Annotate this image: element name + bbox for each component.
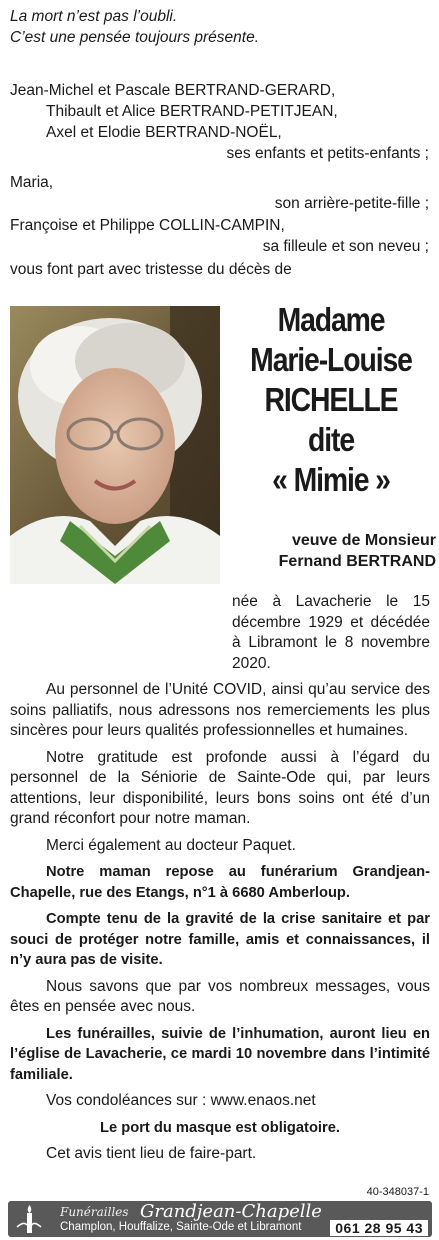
- epigraph-line-2: C’est une pensée toujours présente.: [10, 29, 260, 46]
- family-line-9: vous font part avec tristesse du décès de: [10, 261, 292, 278]
- family-line-8: sa filleule et son neveu ;: [262, 238, 429, 255]
- family-line-5: Maria,: [10, 174, 54, 191]
- gratitude-text: Notre gratitude est profonde aussi à l’égard du personnel de la Séniorie de Sainte-Ode qui, par leurs attentions, leur disponibilité, leurs bons soins ont été d’un grand réconfort pour notre maman.: [10, 748, 430, 827]
- family-line-4: ses enfants et petits-enfants ;: [226, 145, 429, 162]
- family-line-3: Axel et Elodie BERTRAND-NOËL,: [46, 124, 282, 141]
- portrait-image: [10, 306, 220, 584]
- messages-text: Nous savons que par vos nombreux messages, vous êtes en pensée avec nous.: [10, 977, 430, 1015]
- funeral-home-notice: Notre maman repose au funérarium Grandjean-Chapelle, rue des Etangs, n°1 à 6680 Amberloup.: [10, 864, 430, 901]
- deceased-dite: dite: [308, 421, 354, 458]
- deceased-name-block: [226, 300, 436, 500]
- portrait-photo: [10, 306, 220, 584]
- family-line-1: Jean-Michel et Pascale BERTRAND-GERARD,: [10, 82, 336, 99]
- mask-notice: Le port du masque est obligatoire.: [100, 1119, 340, 1136]
- family-line-7: Françoise et Philippe COLLIN-CAMPIN,: [10, 217, 285, 234]
- family-line-2: Thibault et Alice BERTRAND-PETITJEAN,: [46, 103, 338, 120]
- deceased-last-name: RICHELLE: [264, 381, 398, 418]
- widow-of: [226, 530, 436, 572]
- funeral-notice: Les funérailles, suivie de l’inhumation, auront lieu en l’église de Lavacherie, ce mardi 10 novembre dans l’intimité familiale.: [10, 1025, 430, 1083]
- epigraph: [10, 6, 259, 48]
- no-visit-notice: Compte tenu de la gravité de la crise sanitaire et par souci de protéger notre famille, amis et connaissances, il n’y aura pas de visite.: [10, 911, 430, 968]
- birth-death-span: née à Lavacherie le 15 décembre 1929 et décédée à Libramont le 8 novembre 2020.: [232, 593, 430, 672]
- widow-line-1: veuve de Monsieur: [291, 532, 436, 549]
- epigraph-line-1: La mort n’est pas l’oubli.: [10, 8, 178, 25]
- funeral-candle-icon: [14, 1203, 44, 1235]
- widow-line-2: Fernand BERTRAND: [278, 553, 436, 570]
- footer-phone: 061 28 95 43: [330, 1220, 428, 1236]
- deceased-title: Madame: [277, 301, 385, 338]
- deceased-first-name: Marie-Louise: [250, 341, 412, 378]
- reference-number: 40-348037-1: [366, 1186, 429, 1198]
- covid-thanks: Au personnel de l’Unité COVID, ainsi qu’au service des soins palliatifs, nous adressons nos remerciements les plus sincères pour leurs qualités professionnelles et humaines.: [10, 681, 430, 739]
- notice-body: [10, 592, 430, 1171]
- deceased-nickname: « Mimie »: [272, 461, 390, 498]
- family-line-6: son arrière-petite-fille ;: [274, 195, 429, 212]
- footer-locations: Champlon, Houffalize, Sainte-Ode et Libramont: [60, 1221, 302, 1233]
- birth-death-text: [10, 592, 430, 674]
- footer-label: Funérailles: [60, 1205, 129, 1219]
- footer-brand: Grandjean-Chapelle: [140, 1201, 322, 1222]
- faire-part-text: Cet avis tient lieu de faire-part.: [46, 1145, 257, 1162]
- funeral-home-banner: [8, 1201, 432, 1237]
- doctor-thanks: Merci également au docteur Paquet.: [46, 836, 296, 854]
- condolences-text: Vos condoléances sur : www.enaos.net: [46, 1092, 316, 1109]
